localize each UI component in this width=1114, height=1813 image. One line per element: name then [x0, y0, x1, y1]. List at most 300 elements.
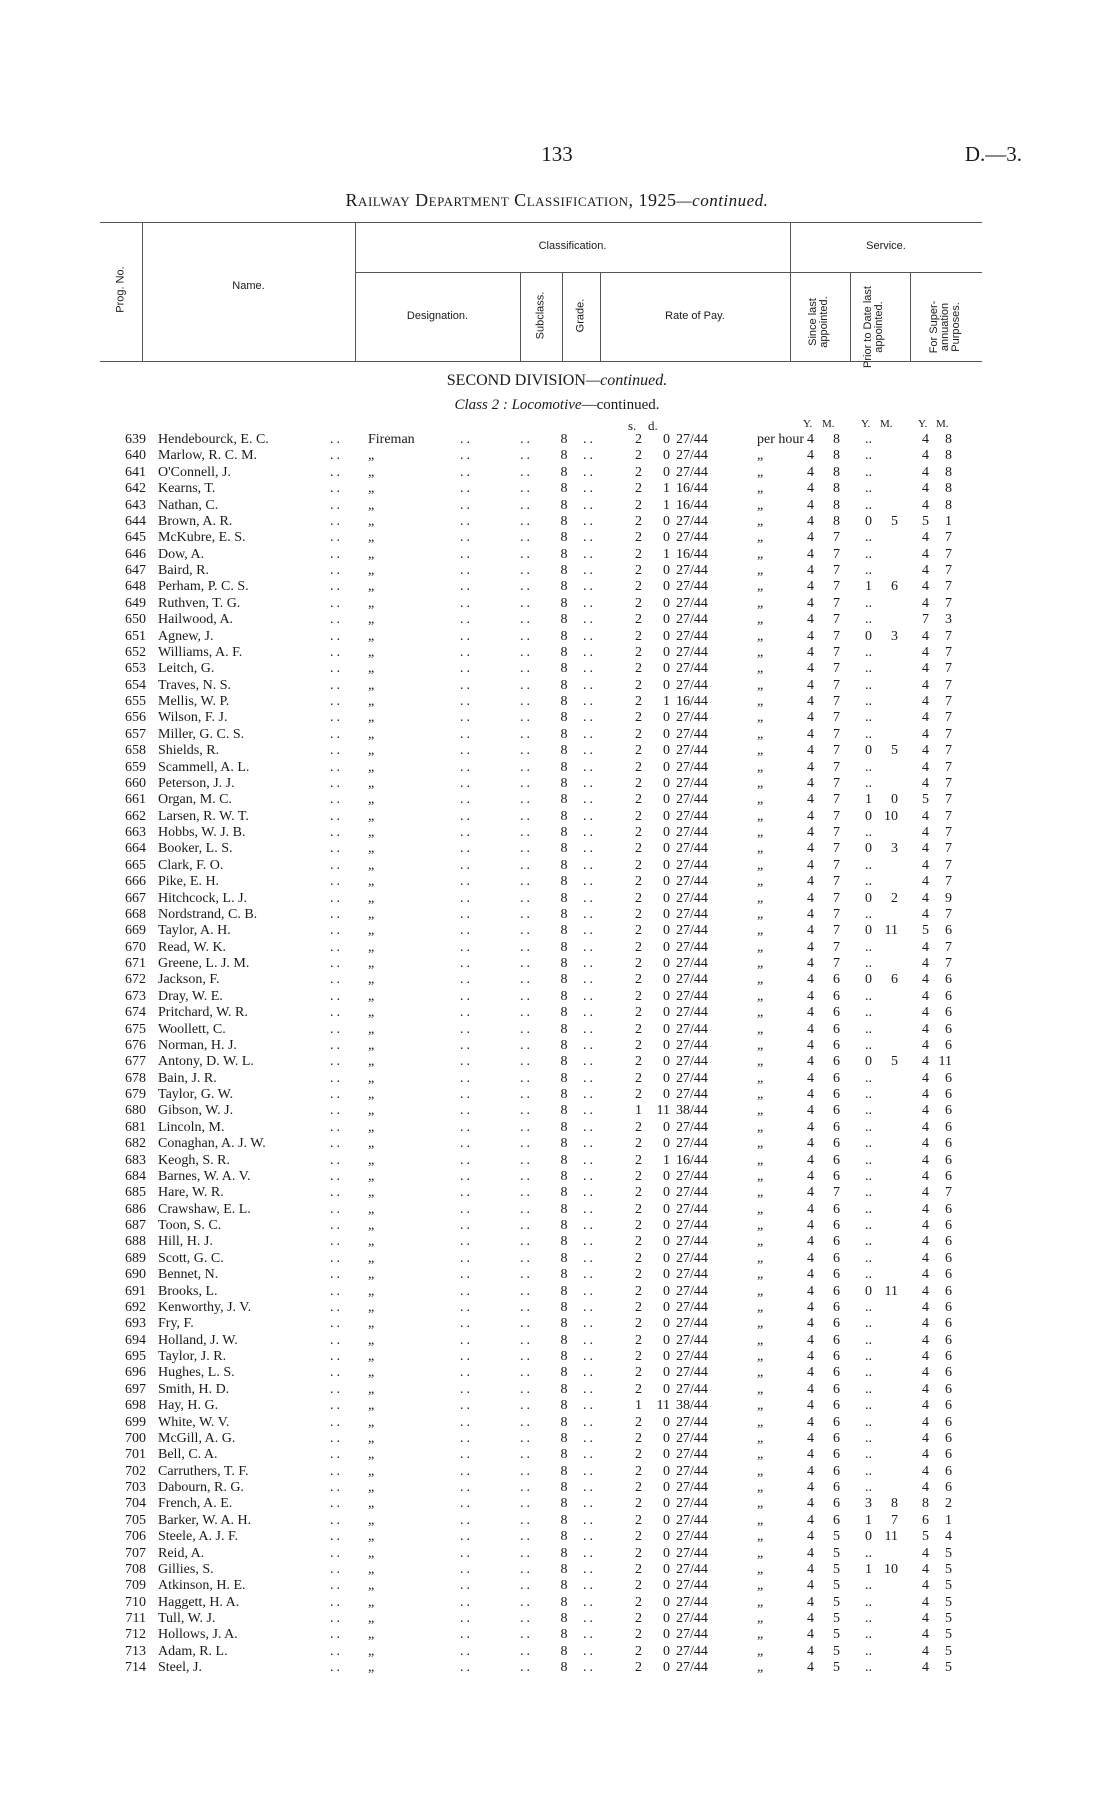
leader-dots: .. [583, 1152, 596, 1168]
leader-dots: .. [330, 1512, 343, 1528]
table-row [0, 1398, 1114, 1414]
superannuation-years-cell: 5 [922, 513, 929, 529]
leader-dots: .. [520, 1414, 533, 1430]
leader-dots: .. [460, 464, 473, 480]
pence-fraction-cell: 27/44 [676, 1316, 708, 1332]
leader-dots: .. [460, 1201, 473, 1217]
leader-dots: .. [460, 546, 473, 562]
since-last-months-cell: 6 [833, 1447, 840, 1463]
superannuation-months-cell: 6 [945, 1349, 952, 1364]
leader-dots: .. [460, 1529, 473, 1545]
superannuation-years-cell: 4 [922, 1037, 929, 1053]
since-last-months-cell: 6 [833, 1316, 840, 1332]
superannuation-months-cell: 6 [945, 1234, 952, 1250]
since-last-months-cell: 7 [833, 906, 840, 922]
designation-cell: „ [368, 579, 375, 595]
name-cell: Scott, G. C. [158, 1250, 224, 1266]
superannuation-years-cell: 4 [922, 1250, 929, 1266]
leader-dots: .. [330, 1332, 343, 1348]
name-cell: French, A. E. [158, 1496, 233, 1512]
designation-cell: „ [368, 1480, 375, 1495]
shillings-cell: 2 [635, 497, 642, 513]
pence-fraction-cell: 27/44 [676, 1414, 708, 1430]
shillings-cell: 2 [635, 923, 642, 939]
unit-pence: d. [648, 418, 658, 433]
superannuation-years-cell: 4 [922, 1185, 929, 1201]
designation-cell: „ [368, 1529, 375, 1545]
prog-no-cell: 682 [125, 1136, 146, 1152]
pence-cell: 0 [663, 825, 670, 840]
leader-dots: .. [330, 1267, 343, 1283]
table-row [0, 891, 1114, 907]
rate-unit-cell: „ [757, 1430, 764, 1446]
leader-dots: .. [330, 1398, 343, 1414]
leader-dots: .. [460, 1332, 473, 1348]
name-cell: Larsen, R. W. T. [158, 808, 249, 824]
designation-cell: „ [368, 1299, 375, 1315]
prior-months-cell: 11 [884, 923, 898, 939]
prior-years-cell: .. [865, 857, 872, 873]
superannuation-years-cell: 4 [922, 710, 929, 726]
leader-dots: .. [583, 1267, 596, 1283]
since-last-months-cell: 7 [833, 694, 840, 709]
pence-fraction-cell: 27/44 [676, 710, 708, 726]
name-cell: O'Connell, J. [158, 464, 231, 480]
designation-cell: „ [368, 595, 375, 611]
subclass-cell: 8 [560, 775, 568, 791]
prior-years-cell: .. [865, 1643, 872, 1659]
name-cell: Pike, E. H. [158, 874, 220, 890]
leader-dots: .. [460, 1234, 473, 1250]
prog-no-cell: 669 [125, 923, 146, 939]
leader-dots: .. [460, 710, 473, 726]
leader-dots: .. [583, 661, 596, 677]
prior-years-cell: .. [865, 1070, 872, 1086]
unit-shillings: s. [628, 418, 637, 433]
since-last-years-cell: 4 [807, 694, 814, 709]
since-last-months-cell: 5 [833, 1578, 840, 1594]
name-cell: Hollows, J. A. [158, 1627, 238, 1643]
leader-dots: .. [520, 1529, 533, 1545]
since-last-years-cell: 4 [807, 677, 814, 693]
leader-dots: .. [460, 448, 473, 464]
pence-fraction-cell: 27/44 [676, 1349, 708, 1364]
prior-years-cell: .. [865, 1005, 872, 1021]
name-cell: Gillies, S. [158, 1561, 214, 1577]
leader-dots: .. [520, 1480, 533, 1495]
leader-dots: .. [460, 1267, 473, 1283]
since-last-years-cell: 4 [807, 1119, 814, 1135]
rate-unit-cell: „ [757, 1414, 764, 1430]
prior-months-cell: 6 [891, 579, 898, 595]
subclass-cell: 8 [560, 956, 568, 971]
pence-fraction-cell: 27/44 [676, 644, 708, 660]
superannuation-months-cell: 6 [945, 1283, 952, 1299]
pence-cell: 1 [663, 497, 670, 513]
since-last-years-cell: 4 [807, 1561, 814, 1577]
shillings-cell: 2 [635, 481, 642, 497]
since-last-years-cell: 4 [807, 1021, 814, 1037]
rate-unit-cell: „ [757, 1152, 764, 1168]
subclass-cell: 8 [560, 497, 568, 513]
designation-cell: „ [368, 726, 375, 742]
superannuation-years-cell: 4 [922, 677, 929, 693]
since-last-months-cell: 7 [833, 890, 840, 906]
leader-dots: .. [520, 1561, 533, 1577]
since-last-years-cell: 4 [807, 1496, 814, 1512]
leader-dots: .. [460, 563, 473, 578]
subclass-cell: 8 [560, 1398, 568, 1414]
superannuation-months-cell: 1 [945, 1512, 952, 1528]
prior-years-cell: 0 [865, 743, 872, 759]
table-row [0, 448, 1114, 464]
leader-dots: .. [460, 1496, 473, 1512]
leader-dots: .. [520, 743, 533, 759]
superannuation-years-cell: 4 [922, 1480, 929, 1495]
leader-dots: .. [460, 1660, 473, 1676]
table-row [0, 1087, 1114, 1103]
superannuation-years-cell: 4 [922, 1578, 929, 1594]
designation-cell: „ [368, 546, 375, 562]
prior-months-cell: 0 [891, 792, 898, 808]
prog-no-cell: 684 [125, 1168, 146, 1184]
header-divider [520, 272, 521, 362]
table-row [0, 465, 1114, 481]
name-cell: Barker, W. A. H. [158, 1512, 252, 1528]
since-last-months-cell: 6 [833, 1332, 840, 1348]
superannuation-years-cell: 4 [922, 825, 929, 840]
since-last-months-cell: 6 [833, 1201, 840, 1217]
since-last-years-cell: 4 [807, 923, 814, 939]
pence-cell: 0 [663, 1594, 670, 1610]
shillings-cell: 2 [635, 661, 642, 677]
shillings-cell: 2 [635, 1185, 642, 1201]
subclass-cell: 8 [560, 972, 568, 988]
pence-cell: 0 [663, 743, 670, 759]
leader-dots: .. [460, 1250, 473, 1266]
pence-cell: 0 [663, 644, 670, 660]
designation-cell: „ [368, 1430, 375, 1446]
since-last-years-cell: 4 [807, 1070, 814, 1086]
prior-years-cell: .. [865, 1136, 872, 1152]
rate-unit-cell: „ [757, 710, 764, 726]
subclass-cell: 8 [560, 546, 568, 562]
prior-years-cell: .. [865, 1185, 872, 1201]
leader-dots: .. [330, 1283, 343, 1299]
since-last-months-cell: 8 [833, 513, 840, 529]
superannuation-months-cell: 7 [945, 563, 952, 578]
superannuation-months-cell: 6 [945, 1201, 952, 1217]
name-cell: Booker, L. S. [158, 841, 233, 857]
shillings-cell: 2 [635, 612, 642, 628]
leader-dots: .. [520, 1611, 533, 1626]
designation-cell: „ [368, 1021, 375, 1037]
superannuation-months-cell: 7 [945, 939, 952, 955]
leader-dots: .. [583, 1103, 596, 1119]
pence-fraction-cell: 27/44 [676, 841, 708, 857]
rate-unit-cell: „ [757, 825, 764, 840]
leader-dots: .. [460, 677, 473, 693]
pence-cell: 11 [656, 1398, 670, 1414]
pence-fraction-cell: 27/44 [676, 1627, 708, 1643]
since-last-years-cell: 4 [807, 1529, 814, 1545]
since-last-months-cell: 6 [833, 1398, 840, 1414]
table-row [0, 563, 1114, 579]
leader-dots: .. [520, 448, 533, 464]
leader-dots: .. [583, 1168, 596, 1184]
subclass-cell: 8 [560, 563, 568, 578]
designation-cell: „ [368, 1398, 375, 1414]
leader-dots: .. [330, 677, 343, 693]
pence-cell: 0 [663, 972, 670, 988]
superannuation-months-cell: 5 [945, 1611, 952, 1626]
designation-cell: „ [368, 1037, 375, 1053]
leader-dots: .. [583, 579, 596, 595]
shillings-cell: 2 [635, 1349, 642, 1364]
superannuation-months-cell: 8 [945, 432, 952, 447]
leader-dots: .. [330, 792, 343, 808]
designation-cell: „ [368, 1381, 375, 1397]
prog-no-cell: 712 [125, 1627, 146, 1643]
leader-dots: .. [583, 1545, 596, 1561]
prior-months-cell: 5 [891, 743, 898, 759]
leader-dots: .. [583, 1316, 596, 1332]
leader-dots: .. [460, 890, 473, 906]
pence-fraction-cell: 27/44 [676, 759, 708, 775]
subclass-cell: 8 [560, 1103, 568, 1119]
since-last-months-cell: 7 [833, 710, 840, 726]
shillings-cell: 2 [635, 906, 642, 922]
subsection-suffix: —continued. [581, 397, 660, 413]
name-cell: Steel, J. [158, 1660, 202, 1676]
leader-dots: .. [460, 1381, 473, 1397]
leader-dots: .. [583, 1136, 596, 1152]
header-sub-rule [355, 272, 982, 273]
rate-unit-cell: „ [757, 1660, 764, 1676]
leader-dots: .. [520, 628, 533, 644]
prior-years-cell: .. [865, 612, 872, 628]
since-last-years-cell: 4 [807, 1250, 814, 1266]
superannuation-years-cell: 4 [922, 661, 929, 677]
since-last-months-cell: 5 [833, 1529, 840, 1545]
leader-dots: .. [330, 628, 343, 644]
prog-no-cell: 704 [125, 1496, 146, 1512]
name-cell: Hitchcock, L. J. [158, 890, 248, 906]
leader-dots: .. [460, 481, 473, 497]
designation-cell: „ [368, 464, 375, 480]
pence-cell: 1 [663, 1152, 670, 1168]
pence-fraction-cell: 27/44 [676, 677, 708, 693]
rate-unit-cell: „ [757, 1218, 764, 1233]
pence-cell: 0 [663, 1005, 670, 1021]
since-last-years-cell: 4 [807, 726, 814, 742]
designation-cell: „ [368, 1627, 375, 1643]
prior-years-cell: .. [865, 1447, 872, 1463]
pence-fraction-cell: 27/44 [676, 612, 708, 628]
since-last-years-cell: 4 [807, 1365, 814, 1381]
prog-no-cell: 643 [125, 497, 146, 513]
shillings-cell: 2 [635, 1561, 642, 1577]
name-cell: Traves, N. S. [158, 677, 231, 693]
since-last-years-cell: 4 [807, 1054, 814, 1070]
shillings-cell: 2 [635, 972, 642, 988]
superannuation-months-cell: 7 [945, 579, 952, 595]
prior-years-cell: .. [865, 1119, 872, 1135]
leader-dots: .. [520, 677, 533, 693]
leader-dots: .. [583, 677, 596, 693]
designation-cell: „ [368, 644, 375, 660]
superannuation-years-cell: 4 [922, 1643, 929, 1659]
pence-fraction-cell: 27/44 [676, 448, 708, 464]
leader-dots: .. [520, 825, 533, 840]
superannuation-years-cell: 4 [922, 1594, 929, 1610]
pence-cell: 0 [663, 1611, 670, 1626]
leader-dots: .. [330, 1414, 343, 1430]
shillings-cell: 2 [635, 890, 642, 906]
prior-years-cell: .. [865, 677, 872, 693]
table-row [0, 1071, 1114, 1087]
since-last-years-cell: 4 [807, 775, 814, 791]
shillings-cell: 2 [635, 1119, 642, 1135]
subclass-cell: 8 [560, 1643, 568, 1659]
table-row [0, 1038, 1114, 1054]
rate-unit-cell: „ [757, 874, 764, 890]
superannuation-months-cell: 6 [945, 1136, 952, 1152]
pence-cell: 0 [663, 1136, 670, 1152]
superannuation-months-cell: 6 [945, 1430, 952, 1446]
prog-no-cell: 671 [125, 956, 146, 971]
leader-dots: .. [460, 988, 473, 1004]
since-last-months-cell: 5 [833, 1545, 840, 1561]
superannuation-years-cell: 4 [922, 530, 929, 546]
pence-cell: 0 [663, 1070, 670, 1086]
leader-dots: .. [583, 530, 596, 546]
leader-dots: .. [583, 726, 596, 742]
rate-unit-cell: „ [757, 579, 764, 595]
subclass-cell: 8 [560, 1349, 568, 1364]
pence-fraction-cell: 27/44 [676, 1463, 708, 1479]
since-last-years-cell: 4 [807, 825, 814, 840]
since-last-months-cell: 6 [833, 1463, 840, 1479]
superannuation-years-cell: 4 [922, 448, 929, 464]
leader-dots: .. [330, 612, 343, 628]
superannuation-years-cell: 4 [922, 1234, 929, 1250]
prog-no-cell: 662 [125, 808, 146, 824]
name-cell: Read, W. K. [158, 939, 227, 955]
table-row [0, 1218, 1114, 1234]
section-suffix: —continued. [585, 372, 668, 389]
leader-dots: .. [520, 513, 533, 529]
leader-dots: .. [330, 1365, 343, 1381]
table-row [0, 1120, 1114, 1136]
name-cell: Clark, F. O. [158, 857, 224, 873]
pence-fraction-cell: 16/44 [676, 481, 708, 497]
since-last-months-cell: 7 [833, 923, 840, 939]
designation-cell: „ [368, 1103, 375, 1119]
rate-unit-cell: „ [757, 1627, 764, 1643]
pence-cell: 0 [663, 1021, 670, 1037]
since-last-years-cell: 4 [807, 481, 814, 497]
leader-dots: .. [330, 513, 343, 529]
leader-dots: .. [460, 906, 473, 922]
table-row [0, 547, 1114, 563]
leader-dots: .. [583, 1037, 596, 1053]
designation-cell: „ [368, 1168, 375, 1184]
prior-years-cell: .. [865, 825, 872, 840]
designation-cell: „ [368, 1201, 375, 1217]
leader-dots: .. [330, 1447, 343, 1463]
designation-cell: „ [368, 1512, 375, 1528]
since-last-years-cell: 4 [807, 857, 814, 873]
leader-dots: .. [520, 890, 533, 906]
rate-unit-cell: „ [757, 530, 764, 546]
leader-dots: .. [460, 972, 473, 988]
designation-cell: „ [368, 759, 375, 775]
table-row [0, 760, 1114, 776]
table-row [0, 1447, 1114, 1463]
superannuation-months-cell: 7 [945, 874, 952, 890]
shillings-cell: 2 [635, 1299, 642, 1315]
leader-dots: .. [583, 1201, 596, 1217]
unit-years: Y. [861, 418, 871, 430]
since-last-years-cell: 4 [807, 1398, 814, 1414]
leader-dots: .. [520, 464, 533, 480]
since-last-months-cell: 6 [833, 1087, 840, 1102]
prior-years-cell: .. [865, 1660, 872, 1676]
designation-cell: „ [368, 939, 375, 955]
superannuation-months-cell: 6 [945, 1168, 952, 1184]
subclass-cell: 8 [560, 1480, 568, 1495]
shillings-cell: 2 [635, 1087, 642, 1102]
since-last-months-cell: 7 [833, 743, 840, 759]
rate-unit-cell: „ [757, 792, 764, 808]
pence-cell: 0 [663, 1267, 670, 1283]
table-row [0, 629, 1114, 645]
pence-cell: 0 [663, 988, 670, 1004]
name-cell: Taylor, A. H. [158, 923, 231, 939]
pence-cell: 0 [663, 923, 670, 939]
superannuation-months-cell: 6 [945, 1316, 952, 1332]
leader-dots: .. [583, 1611, 596, 1626]
pence-cell: 0 [663, 432, 670, 447]
rate-unit-cell: „ [757, 1512, 764, 1528]
prog-no-cell: 648 [125, 579, 146, 595]
superannuation-years-cell: 4 [922, 726, 929, 742]
since-last-months-cell: 8 [833, 448, 840, 464]
since-last-months-cell: 7 [833, 775, 840, 791]
superannuation-years-cell: 4 [922, 595, 929, 611]
since-last-years-cell: 4 [807, 906, 814, 922]
designation-cell: „ [368, 1218, 375, 1233]
since-last-years-cell: 4 [807, 1152, 814, 1168]
pence-cell: 0 [663, 1185, 670, 1201]
since-last-years-cell: 4 [807, 1430, 814, 1446]
since-last-months-cell: 6 [833, 1267, 840, 1283]
superannuation-years-cell: 4 [922, 497, 929, 513]
designation-cell: „ [368, 1234, 375, 1250]
table-row [0, 530, 1114, 546]
leader-dots: .. [583, 1447, 596, 1463]
prior-years-cell: .. [865, 775, 872, 791]
prog-no-cell: 689 [125, 1250, 146, 1266]
superannuation-years-cell: 4 [922, 1561, 929, 1577]
since-last-months-cell: 7 [833, 956, 840, 971]
leader-dots: .. [520, 579, 533, 595]
superannuation-months-cell: 5 [945, 1594, 952, 1610]
prog-no-cell: 700 [125, 1430, 146, 1446]
superannuation-years-cell: 4 [922, 1447, 929, 1463]
name-cell: Jackson, F. [158, 972, 220, 988]
